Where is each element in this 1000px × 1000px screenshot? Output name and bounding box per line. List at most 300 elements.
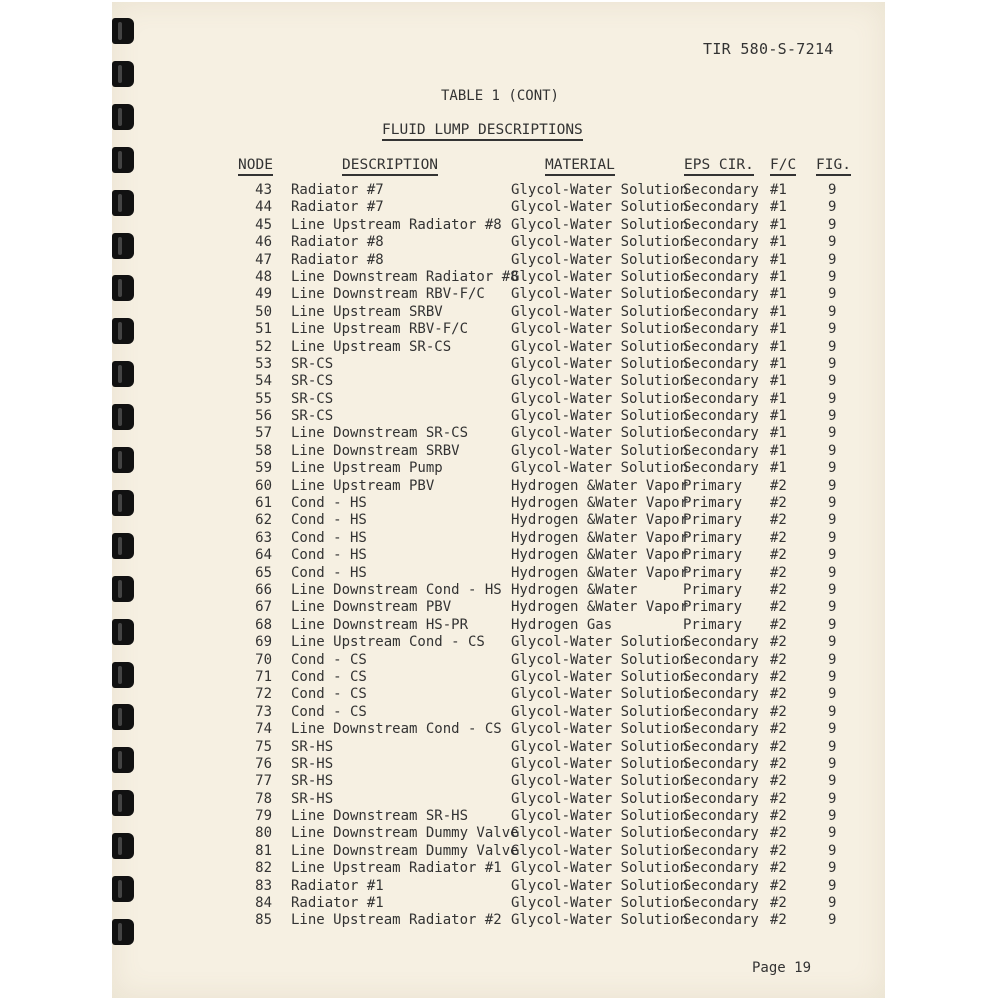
table-row [0,686,1000,703]
material-cell: Glycol-Water Solution [511,755,689,772]
column-header-figure: FIG. [816,157,851,176]
table-row [0,373,1000,390]
fc-cell: #1 [770,373,787,390]
eps-circuit-cell: Secondary [683,199,759,216]
description-cell: Line Upstream SRBV [291,303,443,320]
description-cell: Line Downstream Cond - CS [291,721,502,738]
table-body [0,182,1000,930]
fc-cell: #2 [770,477,787,494]
fc-cell: #2 [770,651,787,668]
eps-circuit-cell: Secondary [683,808,759,825]
figure-cell: 9 [828,286,837,303]
figure-cell: 9 [828,721,837,738]
node-cell: 56 [255,408,272,425]
description-cell: Line Upstream RBV-F/C [291,321,469,338]
eps-circuit-cell: Primary [683,495,743,512]
description-cell: Line Downstream SR-CS [291,425,469,442]
figure-cell: 9 [828,825,837,842]
fc-cell: #1 [770,182,787,198]
table-row [0,808,1000,825]
table-row [0,304,1000,321]
table-row [0,252,1000,269]
table-row [0,339,1000,356]
node-cell: 72 [255,686,272,703]
description-cell: Line Downstream PBV [291,599,452,616]
material-cell: Glycol-Water Solution [511,373,689,390]
eps-circuit-cell: Secondary [683,442,759,459]
table-row [0,825,1000,842]
eps-circuit-cell: Secondary [683,460,759,477]
node-cell: 78 [255,790,272,807]
fc-cell: #2 [770,773,787,790]
description-cell: Line Downstream HS-PR [291,616,469,633]
fc-cell: #1 [770,199,787,216]
eps-circuit-cell: Secondary [683,842,759,859]
fc-cell: #2 [770,599,787,616]
description-cell: Radiator #7 [291,182,384,198]
node-cell: 50 [255,303,272,320]
figure-cell: 9 [828,495,837,512]
figure-cell: 9 [828,460,837,477]
material-cell: Glycol-Water Solution [511,668,689,685]
node-cell: 65 [255,564,272,581]
fc-cell: #2 [770,842,787,859]
table-row [0,547,1000,564]
eps-circuit-cell: Primary [683,581,743,598]
node-cell: 82 [255,860,272,877]
eps-circuit-cell: Secondary [683,286,759,303]
table-row [0,460,1000,477]
figure-cell: 9 [828,860,837,877]
eps-circuit-cell: Secondary [683,825,759,842]
material-cell: Glycol-Water Solution [511,216,689,233]
description-cell: SR-CS [291,355,334,372]
eps-circuit-cell: Primary [683,564,743,581]
fc-cell: #2 [770,877,787,894]
table-row [0,199,1000,216]
material-cell: Glycol-Water Solution [511,460,689,477]
table-row [0,756,1000,773]
eps-circuit-cell: Secondary [683,860,759,877]
node-cell: 51 [255,321,272,338]
fc-cell: #2 [770,825,787,842]
node-cell: 57 [255,425,272,442]
material-cell: Glycol-Water Solution [511,390,689,407]
material-cell: Glycol-Water Solution [511,860,689,877]
material-cell: Glycol-Water Solution [511,651,689,668]
figure-cell: 9 [828,268,837,285]
material-cell: Glycol-Water Solution [511,912,689,929]
node-cell: 68 [255,616,272,633]
figure-cell: 9 [828,199,837,216]
material-cell: Glycol-Water Solution [511,321,689,338]
binding-ring [112,61,134,87]
figure-cell: 9 [828,755,837,772]
table-row [0,878,1000,895]
description-cell: SR-CS [291,408,334,425]
material-cell: Hydrogen &Water Vapor [511,564,689,581]
material-cell: Glycol-Water Solution [511,355,689,372]
eps-circuit-cell: Secondary [683,373,759,390]
column-header-node: NODE [238,157,273,176]
table-row [0,895,1000,912]
binding-ring [112,147,134,173]
material-cell: Glycol-Water Solution [511,634,689,651]
binding-ring [112,104,134,130]
figure-cell: 9 [828,408,837,425]
description-cell: Radiator #7 [291,199,384,216]
figure-cell: 9 [828,373,837,390]
material-cell: Glycol-Water Solution [511,442,689,459]
fc-cell: #2 [770,912,787,929]
material-cell: Hydrogen &Water [511,581,638,598]
figure-cell: 9 [828,651,837,668]
figure-cell: 9 [828,773,837,790]
table-row [0,391,1000,408]
fc-cell: #2 [770,808,787,825]
figure-cell: 9 [828,547,837,564]
material-cell: Hydrogen &Water Vapor [511,512,689,529]
node-cell: 43 [255,182,272,198]
table-row [0,634,1000,651]
figure-cell: 9 [828,355,837,372]
figure-cell: 9 [828,564,837,581]
description-cell: SR-CS [291,390,334,407]
fc-cell: #1 [770,251,787,268]
fc-cell: #1 [770,442,787,459]
material-cell: Glycol-Water Solution [511,825,689,842]
description-cell: SR-HS [291,755,334,772]
material-cell: Glycol-Water Solution [511,303,689,320]
material-cell: Glycol-Water Solution [511,268,689,285]
fc-cell: #2 [770,790,787,807]
table-row [0,860,1000,877]
figure-cell: 9 [828,512,837,529]
material-cell: Glycol-Water Solution [511,286,689,303]
node-cell: 84 [255,895,272,912]
page-number: Page 19 [752,960,812,976]
material-cell: Glycol-Water Solution [511,842,689,859]
figure-cell: 9 [828,703,837,720]
table-row [0,912,1000,929]
eps-circuit-cell: Primary [683,529,743,546]
fc-cell: #1 [770,460,787,477]
table-row [0,739,1000,756]
description-cell: Line Downstream SR-HS [291,808,469,825]
table-title: TABLE 1 (CONT) [440,88,559,104]
document-number: TIR 580-S-7214 [703,40,834,58]
material-cell: Hydrogen &Water Vapor [511,495,689,512]
table-row [0,495,1000,512]
node-cell: 46 [255,234,272,251]
node-cell: 62 [255,512,272,529]
table-row [0,617,1000,634]
node-cell: 60 [255,477,272,494]
eps-circuit-cell: Secondary [683,755,759,772]
eps-circuit-cell: Primary [683,547,743,564]
figure-cell: 9 [828,912,837,929]
eps-circuit-cell: Secondary [683,773,759,790]
eps-circuit-cell: Primary [683,616,743,633]
fc-cell: #1 [770,338,787,355]
fc-cell: #2 [770,616,787,633]
fc-cell: #2 [770,495,787,512]
column-header-fc: F/C [770,157,796,176]
figure-cell: 9 [828,303,837,320]
figure-cell: 9 [828,599,837,616]
figure-cell: 9 [828,616,837,633]
node-cell: 71 [255,668,272,685]
material-cell: Glycol-Water Solution [511,738,689,755]
node-cell: 76 [255,755,272,772]
node-cell: 49 [255,286,272,303]
figure-cell: 9 [828,895,837,912]
material-cell: Hydrogen Gas [511,616,613,633]
description-cell: Line Upstream SR-CS [291,338,452,355]
material-cell: Glycol-Water Solution [511,808,689,825]
eps-circuit-cell: Primary [683,477,743,494]
material-cell: Glycol-Water Solution [511,251,689,268]
fc-cell: #1 [770,268,787,285]
material-cell: Glycol-Water Solution [511,721,689,738]
material-cell: Glycol-Water Solution [511,338,689,355]
eps-circuit-cell: Secondary [683,303,759,320]
node-cell: 59 [255,460,272,477]
table-row [0,356,1000,373]
figure-cell: 9 [828,425,837,442]
eps-circuit-cell: Secondary [683,390,759,407]
figure-cell: 9 [828,790,837,807]
figure-cell: 9 [828,877,837,894]
table-row [0,652,1000,669]
node-cell: 52 [255,338,272,355]
fc-cell: #2 [770,512,787,529]
material-cell: Hydrogen &Water Vapor [511,599,689,616]
fc-cell: #1 [770,390,787,407]
eps-circuit-cell: Secondary [683,321,759,338]
table-row [0,234,1000,251]
figure-cell: 9 [828,251,837,268]
eps-circuit-cell: Primary [683,512,743,529]
figure-cell: 9 [828,808,837,825]
description-cell: Line Downstream Cond - HS [291,581,502,598]
description-cell: SR-CS [291,373,334,390]
node-cell: 85 [255,912,272,929]
fc-cell: #2 [770,581,787,598]
figure-cell: 9 [828,390,837,407]
fc-cell: #2 [770,529,787,546]
material-cell: Hydrogen &Water Vapor [511,547,689,564]
material-cell: Glycol-Water Solution [511,895,689,912]
table-row [0,478,1000,495]
material-cell: Glycol-Water Solution [511,234,689,251]
description-cell: Radiator #1 [291,877,384,894]
eps-circuit-cell: Secondary [683,355,759,372]
fc-cell: #2 [770,860,787,877]
node-cell: 64 [255,547,272,564]
fc-cell: #2 [770,634,787,651]
description-cell: Cond - HS [291,547,367,564]
description-cell: Line Upstream Radiator #1 [291,860,502,877]
material-cell: Glycol-Water Solution [511,790,689,807]
table-subtitle: FLUID LUMP DESCRIPTIONS [382,122,583,141]
fc-cell: #2 [770,547,787,564]
description-cell: Line Upstream Radiator #8 [291,216,502,233]
node-cell: 81 [255,842,272,859]
table-row [0,599,1000,616]
table-row [0,286,1000,303]
description-cell: Cond - HS [291,564,367,581]
table-row [0,408,1000,425]
node-cell: 79 [255,808,272,825]
description-cell: Radiator #8 [291,251,384,268]
description-cell: SR-HS [291,738,334,755]
material-cell: Glycol-Water Solution [511,686,689,703]
material-cell: Glycol-Water Solution [511,182,689,198]
figure-cell: 9 [828,842,837,859]
node-cell: 44 [255,199,272,216]
figure-cell: 9 [828,668,837,685]
description-cell: Cond - CS [291,651,367,668]
description-cell: Cond - HS [291,512,367,529]
table-row [0,843,1000,860]
table-row [0,269,1000,286]
description-cell: Line Upstream Radiator #2 [291,912,502,929]
description-cell: Cond - CS [291,703,367,720]
fc-cell: #1 [770,303,787,320]
eps-circuit-cell: Secondary [683,251,759,268]
description-cell: SR-HS [291,773,334,790]
table-row [0,791,1000,808]
table-row [0,704,1000,721]
eps-circuit-cell: Secondary [683,268,759,285]
material-cell: Glycol-Water Solution [511,773,689,790]
eps-circuit-cell: Secondary [683,703,759,720]
description-cell: Radiator #1 [291,895,384,912]
description-cell: Line Upstream Pump [291,460,443,477]
node-cell: 83 [255,877,272,894]
node-cell: 80 [255,825,272,842]
fc-cell: #1 [770,408,787,425]
description-cell: Line Upstream Cond - CS [291,634,485,651]
table-row [0,425,1000,442]
description-cell: Line Downstream SRBV [291,442,460,459]
eps-circuit-cell: Secondary [683,721,759,738]
fc-cell: #1 [770,355,787,372]
description-cell: Line Downstream Dummy Valve [291,825,519,842]
node-cell: 61 [255,495,272,512]
fc-cell: #1 [770,425,787,442]
table-row [0,773,1000,790]
eps-circuit-cell: Secondary [683,216,759,233]
eps-circuit-cell: Secondary [683,790,759,807]
material-cell: Glycol-Water Solution [511,425,689,442]
eps-circuit-cell: Secondary [683,895,759,912]
node-cell: 54 [255,373,272,390]
table-row [0,443,1000,460]
fc-cell: #1 [770,321,787,338]
node-cell: 74 [255,721,272,738]
fc-cell: #2 [770,564,787,581]
eps-circuit-cell: Secondary [683,738,759,755]
eps-circuit-cell: Secondary [683,408,759,425]
table-row [0,217,1000,234]
figure-cell: 9 [828,738,837,755]
node-cell: 70 [255,651,272,668]
table-row [0,565,1000,582]
figure-cell: 9 [828,529,837,546]
material-cell: Glycol-Water Solution [511,199,689,216]
eps-circuit-cell: Secondary [683,338,759,355]
table-row [0,512,1000,529]
figure-cell: 9 [828,216,837,233]
eps-circuit-cell: Secondary [683,634,759,651]
figure-cell: 9 [828,686,837,703]
eps-circuit-cell: Secondary [683,668,759,685]
figure-cell: 9 [828,182,837,198]
eps-circuit-cell: Secondary [683,234,759,251]
node-cell: 69 [255,634,272,651]
figure-cell: 9 [828,442,837,459]
eps-circuit-cell: Secondary [683,686,759,703]
node-cell: 67 [255,599,272,616]
binding-ring [112,18,134,44]
node-cell: 47 [255,251,272,268]
description-cell: SR-HS [291,790,334,807]
node-cell: 73 [255,703,272,720]
fc-cell: #2 [770,738,787,755]
description-cell: Radiator #8 [291,234,384,251]
eps-circuit-cell: Secondary [683,182,759,198]
figure-cell: 9 [828,477,837,494]
eps-circuit-cell: Secondary [683,425,759,442]
table-row [0,321,1000,338]
material-cell: Glycol-Water Solution [511,408,689,425]
fc-cell: #1 [770,234,787,251]
eps-circuit-cell: Secondary [683,877,759,894]
fc-cell: #2 [770,668,787,685]
material-cell: Glycol-Water Solution [511,703,689,720]
figure-cell: 9 [828,321,837,338]
node-cell: 77 [255,773,272,790]
node-cell: 66 [255,581,272,598]
node-cell: 48 [255,268,272,285]
description-cell: Line Upstream PBV [291,477,435,494]
description-cell: Cond - CS [291,686,367,703]
fc-cell: #2 [770,895,787,912]
node-cell: 58 [255,442,272,459]
figure-cell: 9 [828,581,837,598]
node-cell: 75 [255,738,272,755]
node-cell: 45 [255,216,272,233]
description-cell: Cond - HS [291,495,367,512]
node-cell: 55 [255,390,272,407]
description-cell: Line Downstream RBV-F/C [291,286,485,303]
fc-cell: #2 [770,755,787,772]
fc-cell: #2 [770,721,787,738]
table-row [0,669,1000,686]
figure-cell: 9 [828,234,837,251]
description-cell: Line Downstream Dummy Valve [291,842,519,859]
column-header-eps-circuit: EPS CIR. [684,157,754,176]
eps-circuit-cell: Secondary [683,912,759,929]
table-row [0,182,1000,199]
node-cell: 63 [255,529,272,546]
figure-cell: 9 [828,338,837,355]
material-cell: Hydrogen &Water Vapor [511,477,689,494]
node-cell: 53 [255,355,272,372]
fc-cell: #2 [770,686,787,703]
